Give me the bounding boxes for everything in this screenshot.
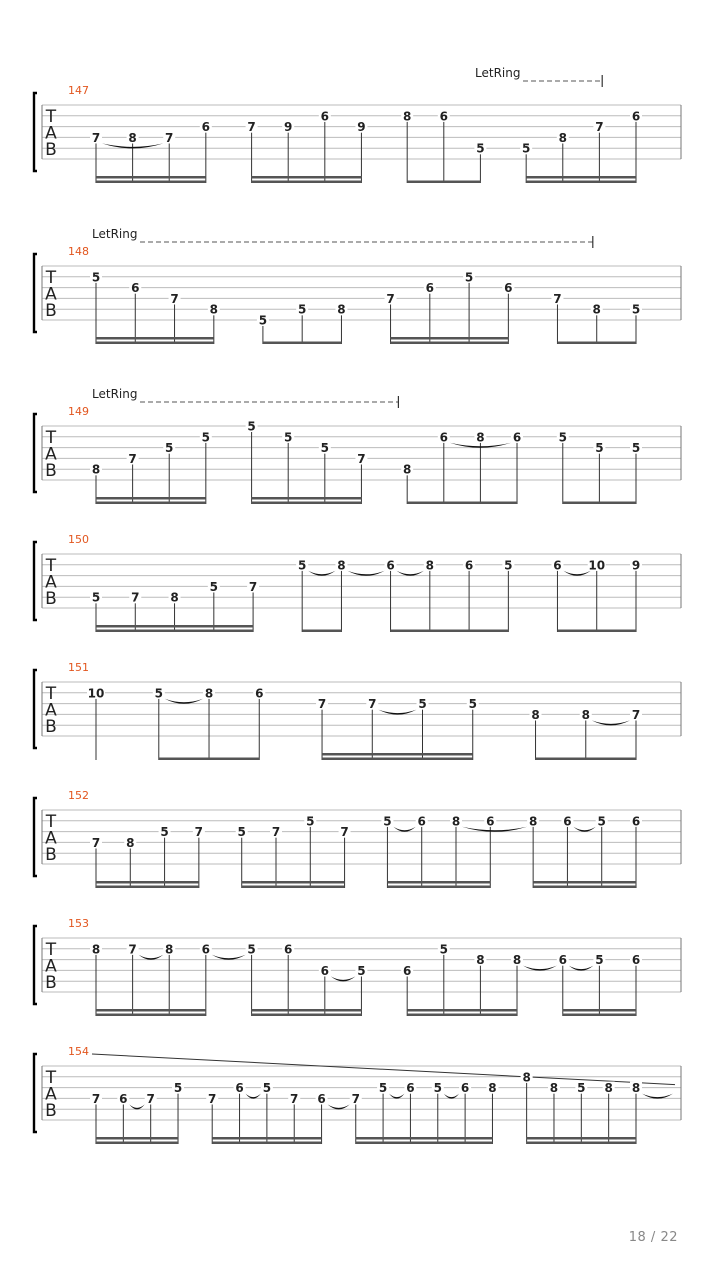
fret-number: 7 (631, 707, 641, 722)
fret-number: 5 (418, 697, 427, 712)
fret-number: 7 (368, 697, 377, 712)
beam-primary (252, 181, 362, 184)
beam-primary (96, 630, 253, 633)
beam-primary (96, 1142, 178, 1145)
fret-number: 5 (298, 558, 307, 573)
beam-primary (322, 758, 473, 761)
fret-number: 8 (592, 302, 601, 317)
tab-system-148 (34, 227, 681, 344)
fret-number: 7 (91, 1091, 101, 1106)
fret-number: 7 (553, 291, 562, 306)
tab-system-149 (34, 387, 681, 504)
beam-primary (96, 1014, 206, 1017)
tab-clef-letter: T (45, 684, 57, 704)
fret-number: 8 (512, 953, 522, 968)
fret-number: 5 (247, 942, 256, 957)
fret-number: 7 (317, 697, 327, 712)
fret-number: 7 (128, 451, 137, 466)
fret-number: 8 (451, 814, 461, 829)
fret-number: 6 (417, 814, 426, 829)
fret-number: 8 (488, 1081, 497, 1096)
fret-number: 5 (91, 590, 101, 605)
tab-clef-letter: T (45, 940, 57, 960)
tie-arc (444, 1094, 459, 1099)
tie-arc (462, 827, 527, 832)
fret-number: 6 (201, 942, 211, 957)
fret-number: 8 (531, 707, 540, 722)
beam-secondary (96, 497, 206, 500)
let-ring-label: LetRing (92, 227, 138, 241)
beam-secondary (96, 625, 253, 628)
fret-number: 6 (563, 814, 572, 829)
fret-number: 5 (504, 558, 513, 573)
beam-secondary (252, 1009, 362, 1012)
fret-number: 5 (631, 302, 641, 317)
tab-clef-letter: B (45, 845, 57, 865)
fret-number: 5 (631, 441, 641, 456)
tie-arc (246, 1094, 261, 1099)
beam-primary (391, 630, 509, 633)
fret-number: 6 (403, 963, 412, 978)
tab-clef-letter: A (45, 828, 57, 849)
fret-number: 7 (247, 120, 256, 135)
measure-number: 152 (68, 789, 89, 802)
beam-primary (557, 342, 636, 345)
tie-arc (592, 720, 630, 725)
beam-primary (391, 342, 509, 345)
fret-number: 5 (306, 814, 315, 829)
fret-number: 5 (237, 825, 246, 840)
fret-number: 5 (595, 441, 604, 456)
fret-number: 6 (255, 686, 264, 701)
fret-number: 5 (154, 686, 163, 701)
fret-number: 10 (588, 558, 606, 573)
let-ring-label: LetRing (92, 387, 138, 401)
fret-number: 8 (403, 462, 412, 477)
fret-number: 8 (91, 942, 101, 957)
fret-number: 6 (201, 120, 211, 135)
system-bracket (34, 1054, 37, 1132)
fret-number: 5 (201, 430, 211, 445)
fret-number: 6 (320, 109, 329, 124)
fret-number: 7 (357, 451, 366, 466)
fret-number: 6 (439, 430, 448, 445)
beam-primary (159, 758, 259, 761)
tab-clef-letter: A (45, 1084, 57, 1105)
fret-number: 6 (131, 281, 140, 296)
fret-number: 5 (595, 953, 604, 968)
fret-number: 7 (128, 942, 137, 957)
tab-system-152 (34, 789, 681, 888)
tab-clef-letter: B (45, 1101, 57, 1121)
tab-clef-letter: T (45, 1068, 57, 1088)
beam-secondary (526, 176, 636, 179)
beam-primary (407, 181, 480, 184)
fret-number: 8 (337, 302, 346, 317)
beam-primary (96, 181, 206, 184)
tab-system-147 (34, 66, 681, 183)
beam-primary (563, 1014, 636, 1017)
tab-clef-letter: B (45, 589, 57, 609)
fret-number: 7 (386, 291, 395, 306)
fret-number: 7 (131, 590, 140, 605)
fret-number: 7 (170, 291, 179, 306)
fret-number: 8 (425, 558, 434, 573)
fret-number: 5 (173, 1081, 183, 1096)
fret-number: 8 (558, 130, 567, 145)
fret-number: 7 (194, 825, 204, 840)
fret-number: 8 (128, 130, 137, 145)
beam-secondary (322, 753, 473, 756)
page-total: 22 (660, 1230, 678, 1245)
fret-number: 5 (91, 270, 101, 285)
tie-arc (165, 699, 203, 704)
beam-primary (96, 342, 214, 345)
fret-number: 8 (476, 430, 485, 445)
tab-clef-letter: T (45, 428, 57, 448)
beam-primary (356, 1142, 493, 1145)
tab-clef-letter: A (45, 572, 57, 593)
fret-number: 8 (337, 558, 346, 573)
fret-number: 7 (91, 130, 101, 145)
fret-number: 8 (204, 686, 214, 701)
fret-number: 8 (581, 707, 590, 722)
fret-number: 6 (235, 1081, 244, 1096)
beam-secondary (527, 1137, 636, 1140)
tab-clef-letter: A (45, 123, 57, 144)
tie-arc (389, 1094, 404, 1099)
system-bracket (34, 926, 37, 1004)
fret-number: 5 (378, 1081, 388, 1096)
measure-number: 149 (68, 405, 89, 418)
fret-number: 5 (521, 141, 531, 156)
fret-number: 8 (476, 953, 485, 968)
fret-number: 6 (631, 953, 641, 968)
fret-number: 5 (357, 963, 366, 978)
beam-secondary (563, 1009, 636, 1012)
fret-number: 9 (284, 120, 293, 135)
tab-clef-letter: B (45, 301, 57, 321)
fret-number: 8 (631, 1081, 641, 1096)
fret-number: 6 (386, 558, 395, 573)
fret-number: 5 (433, 1081, 442, 1096)
fret-number: 6 (425, 281, 434, 296)
tie-arc (563, 571, 590, 576)
tie-arc (378, 710, 416, 715)
system-bracket (34, 798, 37, 876)
beam-primary (563, 502, 636, 505)
fret-number: 6 (406, 1081, 415, 1096)
fret-number: 7 (351, 1091, 360, 1106)
fret-number: 10 (87, 686, 105, 701)
fret-number: 5 (597, 814, 606, 829)
beam-secondary (96, 176, 206, 179)
fret-number: 8 (170, 590, 179, 605)
fret-number: 5 (165, 441, 174, 456)
page-indicator (629, 1230, 678, 1245)
fret-number: 6 (631, 109, 641, 124)
fret-number: 6 (317, 1091, 326, 1106)
tie-arc (331, 976, 356, 981)
beam-secondary (96, 881, 199, 884)
fret-number: 7 (290, 1091, 299, 1106)
tie-arc (523, 966, 557, 971)
fret-number: 6 (119, 1091, 128, 1106)
tie-arc (397, 571, 424, 576)
let-ring-label: LetRing (475, 66, 521, 80)
page-separator: / (646, 1230, 661, 1245)
fret-number: 7 (146, 1091, 155, 1106)
beam-secondary (252, 176, 362, 179)
beam-secondary (242, 881, 345, 884)
tab-system-153 (34, 917, 681, 1016)
tie-arc (308, 571, 335, 576)
beam-secondary (391, 337, 509, 340)
tie-arc (212, 955, 246, 960)
beam-secondary (356, 1137, 493, 1140)
beam-primary (263, 342, 342, 345)
beam-secondary (212, 1137, 321, 1140)
fret-number: 6 (558, 953, 567, 968)
measure-number: 148 (68, 245, 89, 258)
fret-number: 6 (486, 814, 495, 829)
beam-primary (527, 1142, 636, 1145)
fret-number: 7 (340, 825, 349, 840)
tie-arc (328, 1104, 350, 1109)
fret-number: 8 (403, 109, 412, 124)
measure-number: 147 (68, 84, 89, 97)
measure-number: 154 (68, 1045, 89, 1058)
beam-primary (526, 181, 636, 184)
tab-clef-letter: A (45, 700, 57, 721)
tie-arc (129, 1104, 144, 1109)
beam-primary (212, 1142, 321, 1145)
fret-number: 5 (258, 313, 268, 328)
measure-number: 153 (68, 917, 89, 930)
page-number: 18 (628, 1230, 647, 1245)
fret-number: 7 (91, 835, 101, 850)
beam-secondary (96, 1137, 178, 1140)
fret-number: 8 (549, 1081, 559, 1096)
slide-line (92, 1054, 675, 1085)
tie-arc (347, 571, 384, 576)
tab-clef-letter: A (45, 444, 57, 465)
beam-secondary (96, 337, 214, 340)
fret-number: 6 (460, 1081, 470, 1096)
fret-number: 5 (209, 579, 218, 594)
tab-clef-letter: B (45, 973, 57, 993)
tab-clef-letter: T (45, 268, 57, 288)
tie-arc (642, 1094, 673, 1099)
fret-number: 8 (604, 1081, 613, 1096)
fret-number: 6 (320, 963, 329, 978)
beam-primary (533, 886, 636, 889)
fret-number: 8 (528, 814, 538, 829)
beam-secondary (252, 497, 362, 500)
fret-number: 6 (439, 109, 448, 124)
system-bracket (34, 93, 37, 171)
fret-number: 6 (631, 814, 641, 829)
beam-secondary (96, 1009, 206, 1012)
fret-number: 5 (464, 270, 474, 285)
tab-clef-letter: B (45, 140, 57, 160)
fret-number: 8 (522, 1070, 531, 1085)
system-bracket (34, 542, 37, 620)
tie-arc (573, 827, 595, 832)
tie-arc (393, 827, 415, 832)
beam-primary (96, 886, 199, 889)
fret-number: 5 (558, 430, 567, 445)
beam-primary (407, 1014, 517, 1017)
tab-system-154 (34, 1045, 681, 1144)
fret-number: 5 (298, 302, 307, 317)
fret-number: 5 (476, 141, 485, 156)
beam-primary (242, 886, 345, 889)
beam-primary (96, 502, 206, 505)
fret-number: 6 (504, 281, 513, 296)
fret-number: 9 (357, 120, 366, 135)
tab-system-151 (34, 661, 681, 760)
tie-arc (569, 966, 594, 971)
fret-number: 8 (126, 835, 135, 850)
fret-number: 6 (512, 430, 522, 445)
beam-primary (387, 886, 490, 889)
fret-number: 5 (284, 430, 293, 445)
measure-number: 150 (68, 533, 89, 546)
fret-number: 9 (631, 558, 641, 573)
tab-clef-letter: A (45, 956, 57, 977)
system-bracket (34, 414, 37, 492)
fret-number: 6 (464, 558, 474, 573)
fret-number: 7 (595, 120, 604, 135)
fret-number: 5 (247, 419, 256, 434)
fret-number: 5 (320, 441, 329, 456)
tab-clef-letter: T (45, 107, 57, 127)
tie-arc (139, 955, 164, 960)
beam-secondary (387, 881, 490, 884)
beam-primary (407, 502, 517, 505)
fret-number: 8 (91, 462, 101, 477)
fret-number: 6 (284, 942, 293, 957)
measure-number: 151 (68, 661, 89, 674)
tab-system-150 (34, 533, 681, 632)
system-bracket (34, 670, 37, 748)
fret-number: 8 (165, 942, 174, 957)
fret-number: 5 (439, 942, 448, 957)
tab-clef-letter: T (45, 812, 57, 832)
beam-primary (252, 1014, 362, 1017)
beam-primary (557, 630, 636, 633)
beam-primary (302, 630, 341, 633)
fret-number: 5 (383, 814, 392, 829)
fret-number: 5 (160, 825, 169, 840)
fret-number: 8 (209, 302, 218, 317)
tab-clef-letter: B (45, 461, 57, 481)
fret-number: 5 (262, 1081, 272, 1096)
fret-number: 7 (248, 579, 258, 594)
fret-number: 5 (468, 697, 477, 712)
fret-number: 6 (553, 558, 562, 573)
fret-number: 7 (208, 1091, 217, 1106)
beam-primary (536, 758, 636, 761)
fret-number: 7 (271, 825, 281, 840)
beam-secondary (533, 881, 636, 884)
beam-primary (252, 502, 362, 505)
fret-number: 7 (165, 130, 174, 145)
tab-clef-letter: T (45, 556, 57, 576)
system-bracket (34, 254, 37, 332)
beam-secondary (407, 1009, 517, 1012)
fret-number: 5 (577, 1081, 586, 1096)
tab-clef-letter: B (45, 717, 57, 737)
tab-clef-letter: A (45, 284, 57, 305)
